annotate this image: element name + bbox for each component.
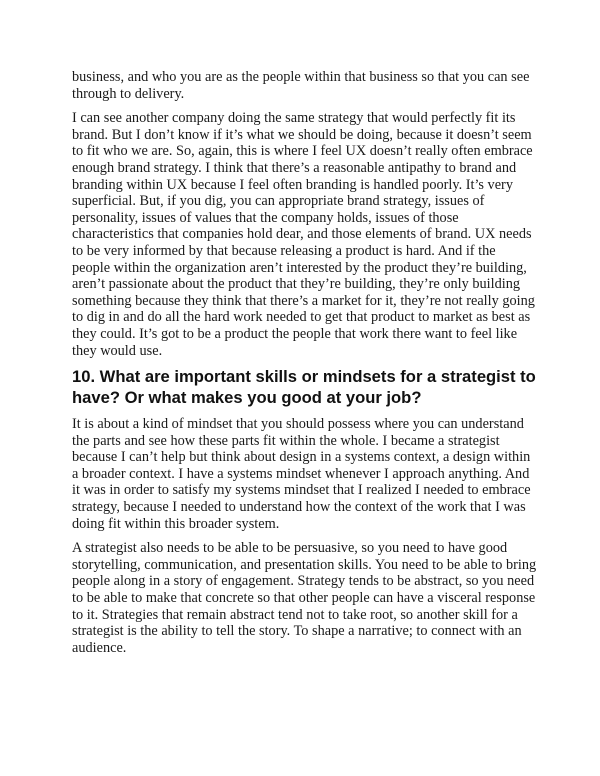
text-line: doing fit within this broader system. <box>72 515 280 532</box>
text-line: they could. It’s got to be a product the people that work there want to feel like <box>72 325 518 342</box>
text-line: through to delivery. <box>72 85 185 102</box>
text-line: storytelling, communication, and presentation skills. You need to be able to bring <box>72 556 537 573</box>
text-line: audience. <box>72 639 127 656</box>
text-line: brand. But I don’t know if it’s what we should be doing, because it doesn’t seem <box>72 126 532 143</box>
heading-line: have? Or what makes you good at your job? <box>72 387 422 407</box>
text-line: strategist is the ability to tell the story. To shape a narrative; to connect with an <box>72 623 522 640</box>
text-line: personality, issues of values that the company holds, issues of those <box>72 209 459 226</box>
document-page <box>72 69 537 664</box>
text-line: to be able to make that concrete so that other people can have a visceral response <box>72 590 536 607</box>
text-line: superficial. But, if you dig, you can appropriate brand strategy, issues of <box>72 193 485 210</box>
text-line: enough brand strategy. I think that there’s a reasonable antipathy to brand and <box>72 159 517 176</box>
text-line: to fit who we are. So, again, this is where I feel UX doesn’t really often embrace <box>72 143 533 160</box>
section-heading <box>72 367 534 408</box>
text-line: to dig in and do all the hard work needed to get that product to market as best as <box>72 309 531 326</box>
text-line: they would use. <box>72 342 163 359</box>
intro-paragraph <box>72 69 534 102</box>
text-line: the parts and see how these parts fit within the whole. I became a strategist <box>72 432 500 449</box>
text-line: It is about a kind of mindset that you should possess where you can understand <box>72 416 524 433</box>
text-line: I can see another company doing the same strategy that would perfectly fit its <box>72 110 516 127</box>
text-line: strategy, because I needed to understand how the context of the work that I was <box>72 499 526 516</box>
text-line: because I can’t help but think about design in a systems context, a design within <box>72 449 531 466</box>
text-line: aren’t passionate about the product that they’re building, they’re only building <box>72 276 520 293</box>
text-line: something because they think that there’s a market for it, they’re not really going <box>72 292 535 309</box>
text-line: A strategist also needs to be able to be persuasive, so you need to have good <box>72 540 508 557</box>
text-line: a broader context. I have a systems mindset whenever I approach anything. And <box>72 465 530 482</box>
text-line: to it. Strategies that remain abstract tend not to take root, so another skill for a <box>72 606 518 623</box>
mindset-paragraph <box>72 416 534 532</box>
text-line: to be very informed by that because releasing a product is hard. And if the <box>72 242 496 259</box>
brand-strategy-paragraph <box>72 110 534 359</box>
text-line: branding within UX because I feel often branding is handled poorly. It’s very <box>72 176 513 193</box>
persuasion-paragraph <box>72 540 537 656</box>
heading-line: 10. What are important skills or mindsets for a strategist to <box>72 367 536 387</box>
text-line: business, and who you are as the people within that business so that you can see <box>72 69 530 85</box>
text-line: characteristics that companies hold dear, and those elements of brand. UX needs <box>72 226 532 243</box>
text-line: it was in order to satisfy my systems mindset that I realized I needed to embrace <box>72 482 531 499</box>
text-line: people along in a story of engagement. Strategy tends to be abstract, so you need <box>72 573 535 590</box>
text-line: people within the organization aren’t interested by the product they’re building, <box>72 259 527 276</box>
